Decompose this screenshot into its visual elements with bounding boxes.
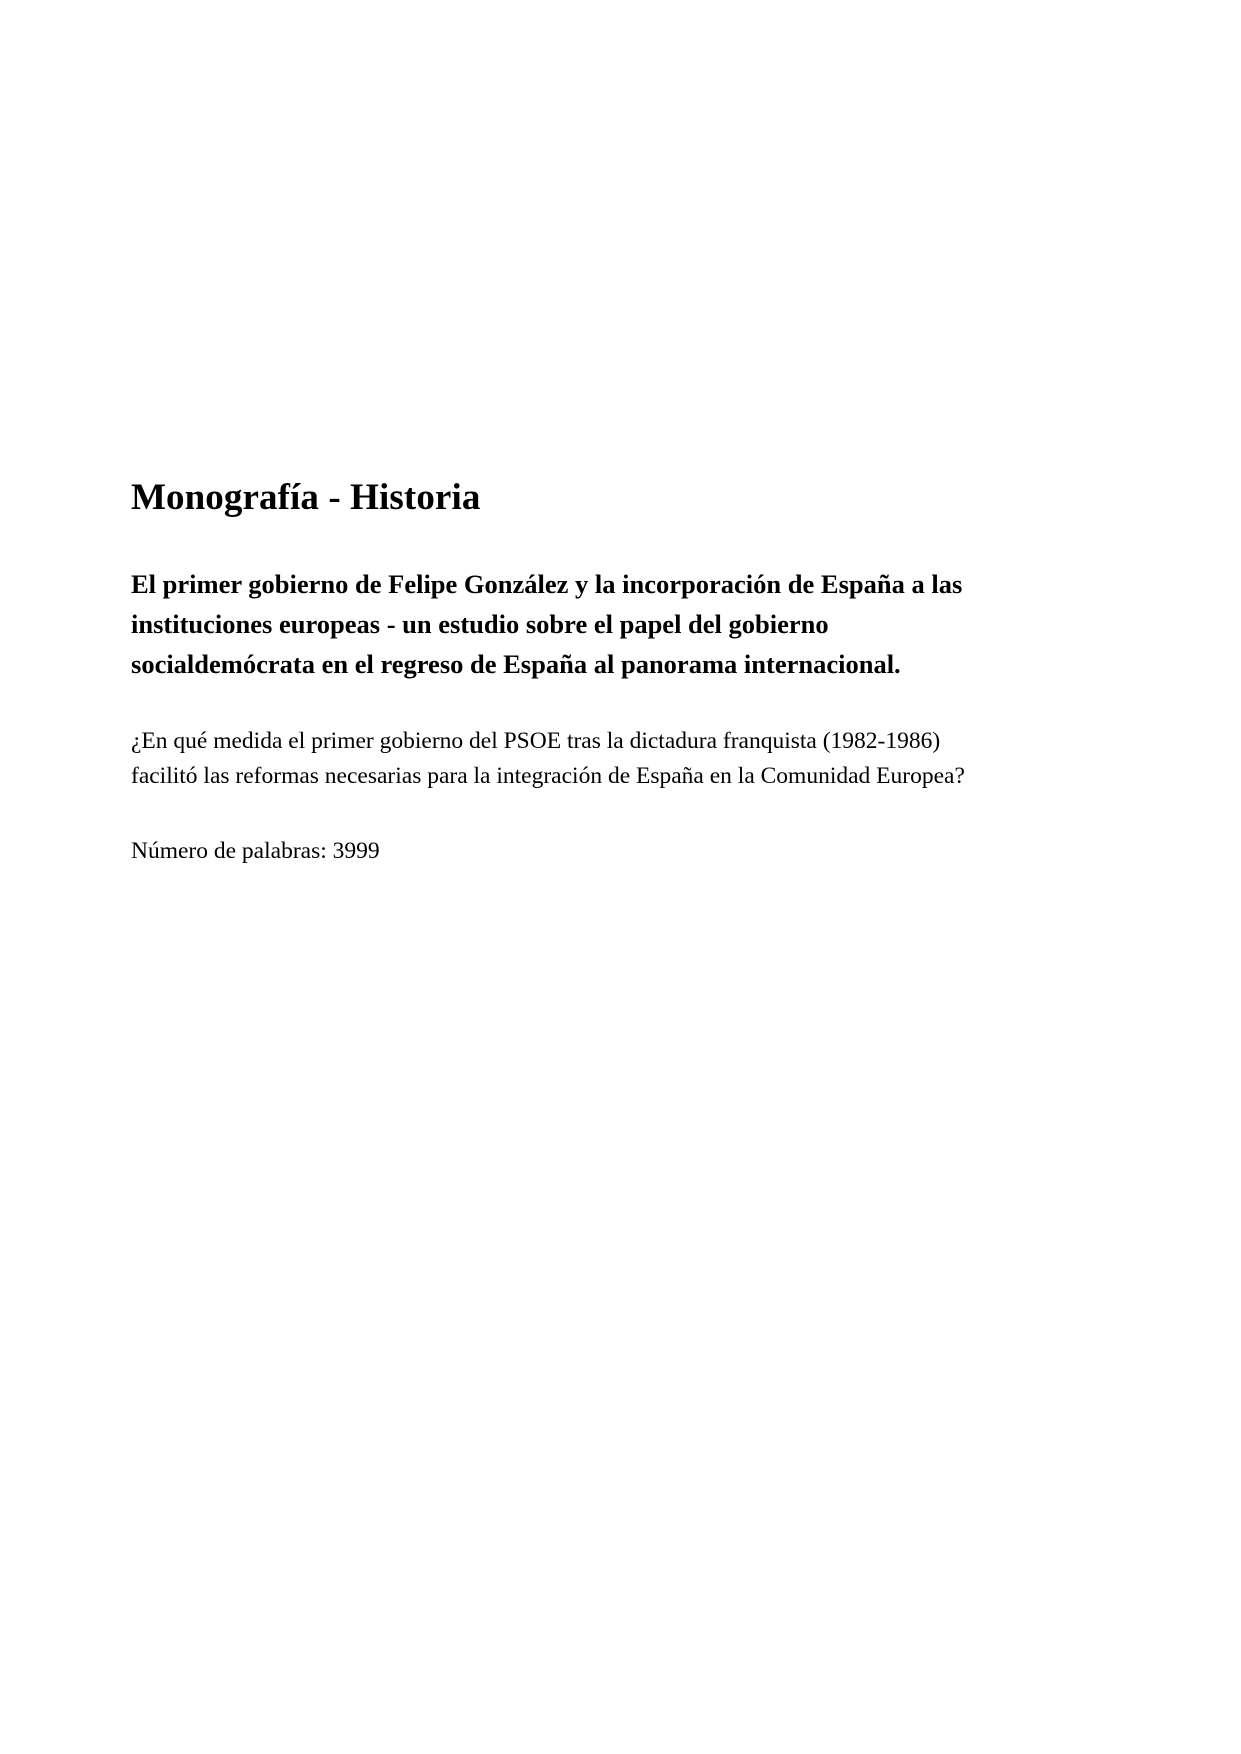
title-page-content — [131, 476, 983, 868]
word-count-label: Número de palabras: 3999 — [131, 838, 380, 865]
page-title: Monografía - Historia — [131, 477, 481, 518]
document-subtitle: El primer gobierno de Felipe González y la incorporación de España a las instituciones europeas - un estudio sobre el papel del gobierno socialdemócrata en el regreso de España al panorama internacional. — [131, 568, 963, 680]
research-question: ¿En qué medida el primer gobierno del PSOE tras la dictadura franquista (1982-1986) facilitó las reformas necesarias para la integración de España en la Comunidad Europea? — [131, 728, 965, 789]
